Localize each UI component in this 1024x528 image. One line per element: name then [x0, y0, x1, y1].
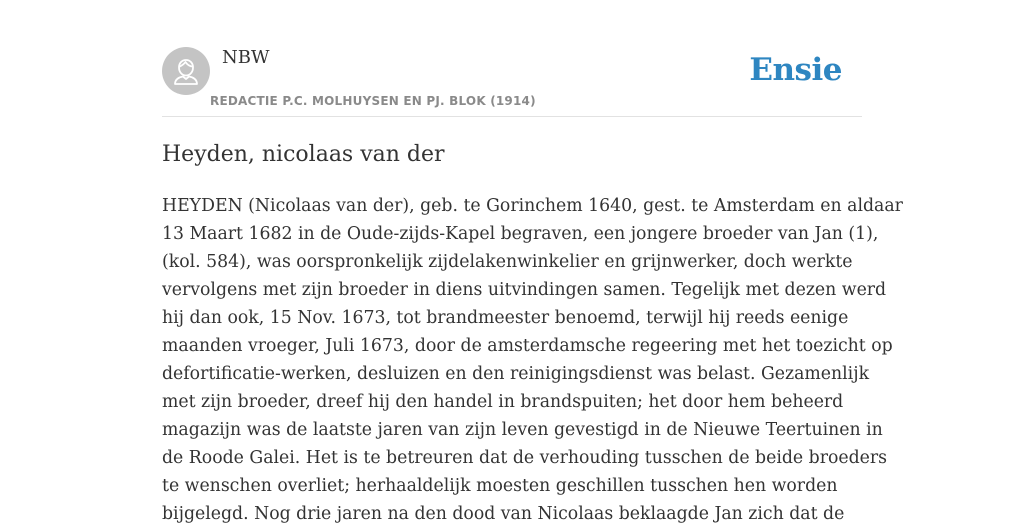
- article-title: Heyden, nicolaas van der: [162, 142, 445, 167]
- author-name[interactable]: NBW: [222, 47, 270, 68]
- body-line: maanden vroeger, Juli 1673, door de amsterdamsche regeering met het toezicht op: [162, 336, 893, 356]
- body-line: magazijn was de laatste jaren van zijn leven gevestigd in de Nieuwe Teertuinen in: [162, 420, 883, 440]
- body-line: hij dan ook, 15 Nov. 1673, tot brandmeester benoemd, terwijl hij reeds eenige: [162, 308, 849, 328]
- author-byline: REDACTIE P.C. MOLHUYSEN EN PJ. BLOK (1914): [210, 94, 536, 108]
- body-line: de Roode Galei. Het is te betreuren dat de verhouding tusschen de beide broeders: [162, 448, 888, 468]
- body-line: bijgelegd. Nog drie jaren na den dood van Nicolaas beklaagde Jan zich dat de: [162, 504, 845, 524]
- user-icon: [162, 47, 210, 95]
- body-line: HEYDEN (Nicolaas van der), geb. te Gorinchem 1640, gest. te Amsterdam en aldaar: [162, 196, 903, 216]
- body-line: met zijn broeder, dreef hij den handel in brandspuiten; het door hem beheerd: [162, 392, 844, 412]
- body-line: defortificatie-werken, desluizen en den reinigingsdienst was belast. Gezamenlijk: [162, 364, 870, 384]
- brand-logo[interactable]: Ensie: [749, 52, 842, 88]
- body-line: (kol. 584), was oorspronkelijk zijdelakenwinkelier en grijnwerker, doch werkte: [162, 252, 853, 272]
- body-line: te wenschen overliet; herhaaldelijk moesten geschillen tusschen hen worden: [162, 476, 838, 496]
- body-line: 13 Maart 1682 in de Oude-zijds-Kapel begraven, een jongere broeder van Jan (1),: [162, 224, 879, 244]
- avatar[interactable]: [162, 47, 210, 95]
- body-line: vervolgens met zijn broeder in diens uitvindingen samen. Tegelijk met dezen werd: [162, 280, 887, 300]
- header: [162, 46, 862, 117]
- article-body: [162, 192, 903, 528]
